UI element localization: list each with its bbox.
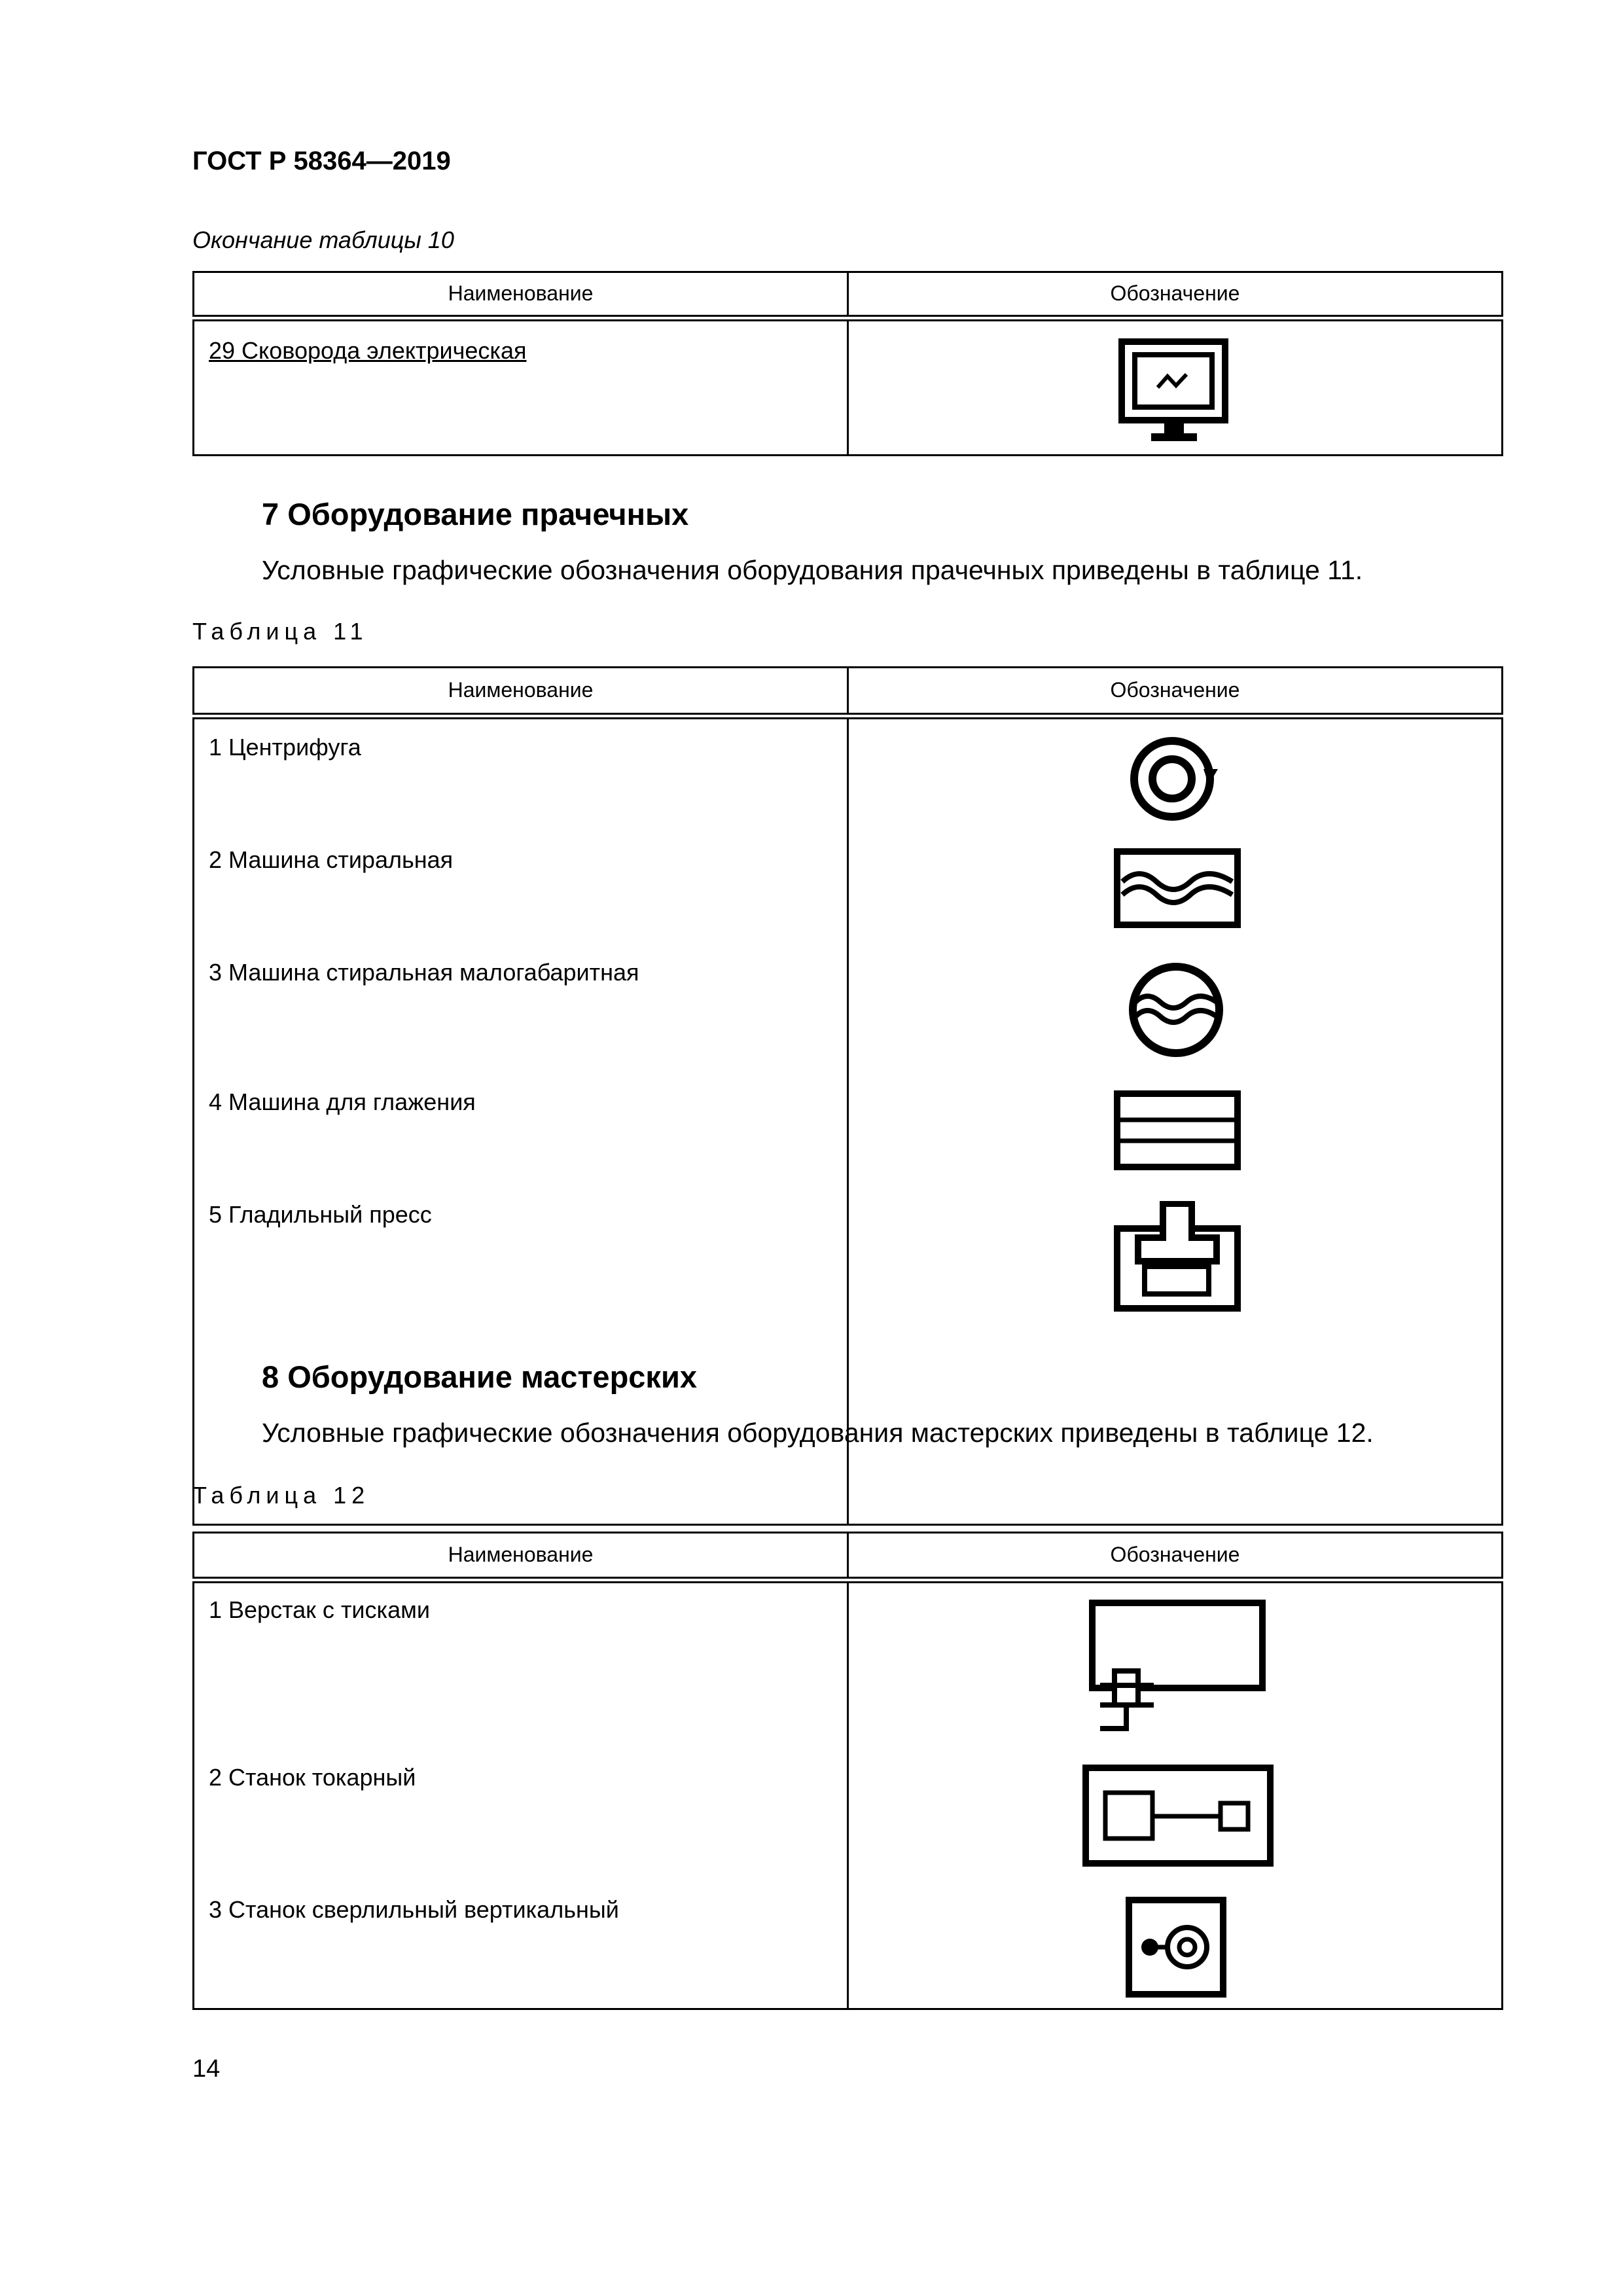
table-12 bbox=[192, 1532, 1503, 2010]
electric-frying-pan-icon bbox=[1118, 338, 1234, 446]
section-8-title: 8 Оборудование мастерских bbox=[262, 1359, 697, 1394]
centrifuge-icon bbox=[1126, 736, 1224, 824]
column-header-name: Наименование bbox=[194, 272, 848, 318]
ironing-press-icon bbox=[1113, 1201, 1241, 1312]
column-header-symbol: Обозначение bbox=[848, 272, 1503, 318]
list-item: 2 Станок токарный bbox=[209, 1763, 416, 1791]
list-item: 3 Машина стиральная малогабаритная bbox=[209, 958, 639, 986]
ironing-machine-icon bbox=[1113, 1090, 1241, 1171]
column-header-name: Наименование bbox=[194, 668, 848, 716]
table11-caption: Таблица 11 bbox=[192, 618, 368, 645]
list-item: 2 Машина стиральная bbox=[209, 846, 454, 873]
washing-machine-icon bbox=[1113, 848, 1241, 929]
drilling-machine-icon bbox=[1125, 1896, 1227, 1998]
table-body bbox=[194, 1580, 1503, 2009]
table-row bbox=[194, 318, 1503, 456]
page-number: 14 bbox=[192, 2055, 221, 2083]
row-name: 29 Сковорода электрическая bbox=[209, 336, 527, 364]
list-item: 3 Станок сверлильный вертикальный bbox=[209, 1895, 619, 1923]
table-10 bbox=[192, 271, 1503, 456]
table-11 bbox=[192, 666, 1503, 1526]
document-header: ГОСТ Р 58364—2019 bbox=[192, 147, 451, 175]
table10-caption: Окончание таблицы 10 bbox=[192, 226, 454, 253]
column-header-name: Наименование bbox=[194, 1533, 848, 1580]
list-item: 4 Машина для глажения bbox=[209, 1088, 476, 1115]
column-header-symbol: Обозначение bbox=[848, 668, 1503, 716]
column-header-symbol: Обозначение bbox=[848, 1533, 1503, 1580]
section-7-text: Условные графические обозначения оборудования прачечных приведены в таблице 11. bbox=[262, 555, 1363, 585]
workbench-vise-icon bbox=[1088, 1599, 1268, 1746]
section-7-title: 7 Оборудование прачечных bbox=[262, 497, 689, 531]
lathe-icon bbox=[1082, 1764, 1274, 1867]
section-8-text: Условные графические обозначения оборудования мастерских приведены в таблице 12. bbox=[262, 1418, 1374, 1448]
list-item: 5 Гладильный пресс bbox=[209, 1200, 432, 1228]
small-washing-machine-icon bbox=[1128, 961, 1224, 1058]
list-item: 1 Центрифуга bbox=[209, 733, 361, 761]
list-item: 1 Верстак с тисками bbox=[209, 1596, 430, 1623]
table12-caption: Таблица 12 bbox=[192, 1482, 370, 1509]
table-body bbox=[194, 716, 1503, 1525]
